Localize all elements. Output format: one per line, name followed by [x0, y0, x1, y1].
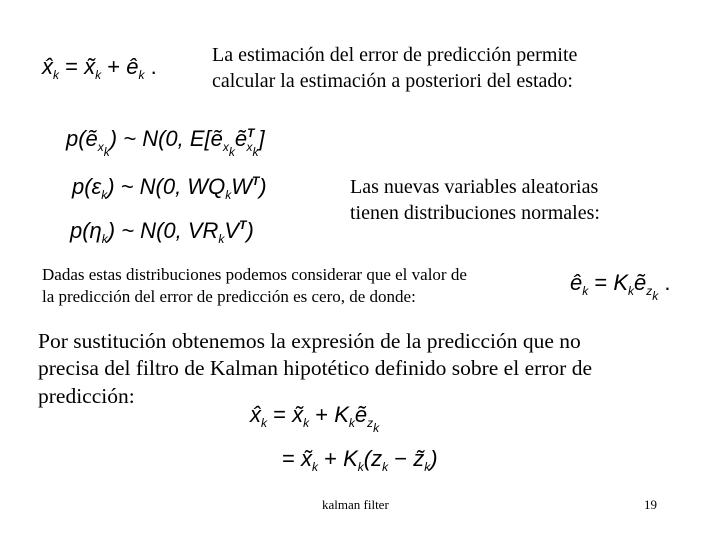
equation-dist-measurement-noise: $p(\eta_k)$ ~ N(0, $VR_kV^T$) [70, 218, 254, 246]
text-line: calcular la estimación a posteriori del estado: [212, 69, 573, 92]
text-substitution [38, 328, 592, 410]
text-line: precisa del filtro de Kalman hipotético definido sobre el error de [38, 356, 593, 381]
text-line: La estimación del error de predicción permite [212, 44, 578, 66]
page-number: 19 [644, 497, 657, 512]
text-line: Por sustitución obtenemos la expresión de la predicción que no [38, 329, 581, 353]
equation-final-line-2: = $x̃_k + K_k(z_k$ − $z̃_k$) [282, 446, 438, 474]
equation-final-line-1: $x̂_k$ = $x̃_k$ + $K_kẽ_{z_k}$ [250, 402, 380, 435]
text-line: tienen distribuciones normales: [350, 201, 600, 224]
text-line: Dadas estas distribuciones podemos considerar que el valor de [42, 265, 467, 284]
text-line: predicción: [38, 383, 135, 408]
equation-dist-prediction-error: $p(ẽ_{x_k})$ ~ N(0, $E[ẽ_{x_k}ẽ^T_{x_k}]$ [66, 126, 265, 159]
equation-state-estimate: $x̂_k$ = $x̃_k$ + $ê_k$ . [42, 54, 157, 82]
text-line: Las nuevas variables aleatorias [350, 176, 599, 198]
text-distributions [350, 175, 600, 226]
text-zero-prediction [42, 264, 467, 308]
equation-dist-process-noise: $p(\varepsilon_k)$ ~ N(0, $WQ_kW^T$) [72, 174, 267, 202]
text-line: la predicción del error de predicción es cero, de donde: [42, 287, 416, 307]
footer-label: kalman filter [322, 497, 389, 512]
text-estimation [212, 43, 577, 94]
equation-error-estimate: $ê_k$ = $K_kẽ_{z_k}$ . [570, 270, 671, 303]
